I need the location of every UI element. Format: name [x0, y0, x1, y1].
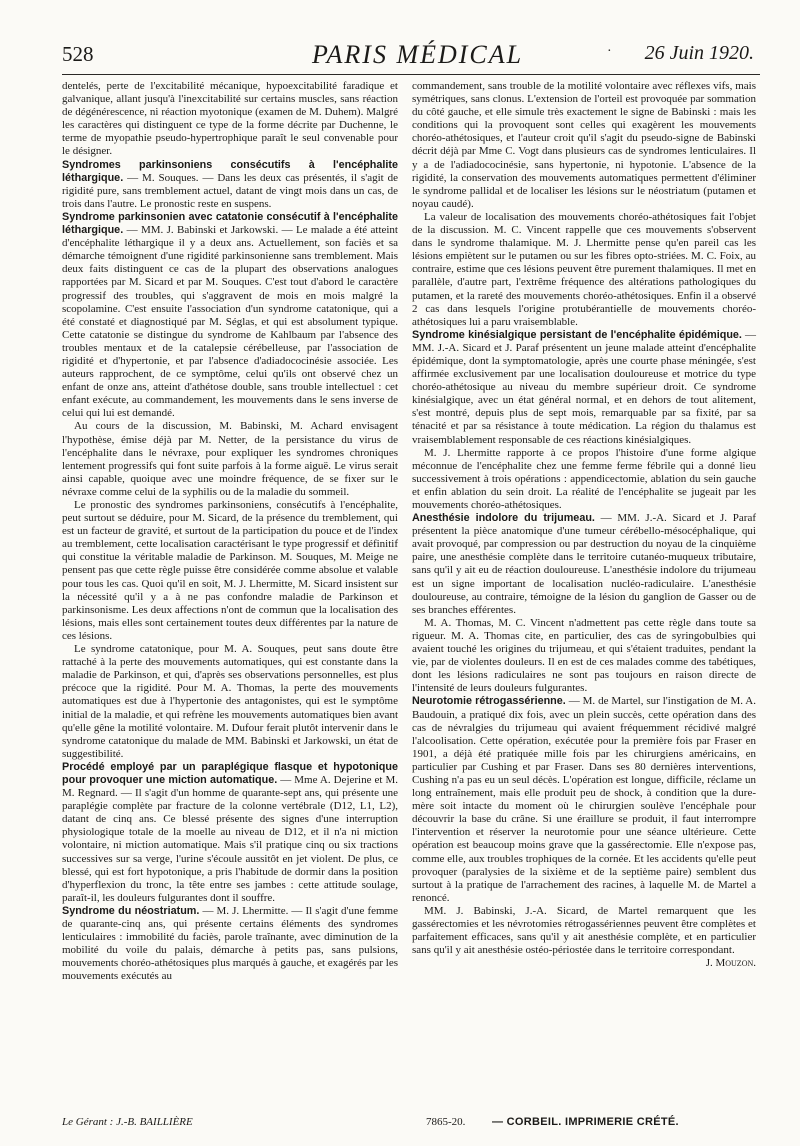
section-heading: Syndromes parkinsoniens consécutifs à l'encéphalite léthargique.: [62, 158, 398, 184]
paragraph-text: — Mme A. Dejerine et M. M. Regnard. — Il s'agit d'un homme de quarante-sept ans, qui présente une paraplégie complète par fracture de la colonne vertébrale (D12, L1, L2), datant de cinq ans. Ce blessé présente des signes d'une interruption physiologique totale de la moelle au niveau de D12, et il n'a ni miction volontaire, ni miction automatique. Mais s'il pratique cinq ou six tractions successives sur sa verge, l'urine s'écoule aussitôt en jet violent. De plus, ce blessé, qui est fort hypotonique, a pris l'habitude de dormir dans la position d'hyperflexion du tronc, la tête entre ses jambes : cette attitude soulage, paraît-il, les douleurs fulgurantes dont il souffre.: [62, 773, 398, 904]
paragraph: [412, 905, 756, 957]
paragraph: [62, 80, 398, 159]
paragraph-text: M. J. Lhermitte rapporte à ce propos l'histoire d'une forme algique méconnue de l'encéphalite chez une femme ferme fébrile qui a donné lieu successivement à trois opérations : appendicectomie, ablation du sein gauche et enfin ablation du sein droit. La réalité de l'encéphalite se jugeait par les mouvements choréo-athétosiques.: [412, 446, 756, 511]
section-heading: Syndrome kinésialgique persistant de l'encéphalite épidémique.: [412, 328, 742, 341]
section-heading: Anesthésie indolore du trijumeau.: [412, 512, 595, 525]
page-number: 528: [62, 42, 94, 66]
paragraph: [412, 512, 756, 617]
issue-date: 26 Juin 1920.: [644, 42, 754, 64]
paragraph-text: MM. J. Babinski, J.-A. Sicard, de Martel remarquent que les gassérectomies et les névrotomies rétrogassériennes peuvent être complètes et parfaitement efficaces, sans qu'il y ait anesthésie complète, et en particulier sans qu'il y ait anesthésie ostéo-périostée dans le territoire correspondant.: [412, 904, 756, 957]
section-heading: Procédé employé par un paraplégique flasque et hypotonique pour provoquer une miction automatique.: [62, 760, 398, 786]
paragraph: [412, 617, 756, 696]
paragraph-text: — MM. J.-A. Sicard et J. Paraf présentent un jeune malade atteint d'encéphalite épidémique, dont la symptomatologie, après une courte phase méningée, s'est affirmée exclusivement par une localisation douloureuse et motrice du type choréo-athétosique au niveau du membre supérieur droit. Ce syndrome kinésialgique, avec un état général normal, et en dehors de tout alitement, s'est montré, depuis plus de sept mois, remarquable par sa fixité, par sa ténacité et par sa résistance à toute médication. La région du thalamus est vraisemblablement responsable de ces réactions kinésialgiques.: [412, 328, 756, 446]
journal-title: PARIS MÉDICAL: [312, 40, 524, 69]
paragraph: [62, 499, 398, 643]
header-rule: [62, 74, 760, 75]
right-column: [412, 80, 756, 970]
section-heading: Syndrome parkinsonien avec catatonie consécutif à l'encéphalite léthargique.: [62, 210, 398, 237]
author-signature: J. Mouzon.: [705, 957, 756, 970]
paragraph-text: commandement, sans trouble de la motilité volontaire avec réflexes vifs, mais symétriques, sans clonus. L'extension de l'orteil est provoquée par sommation du côté gauche, et elle simule très exactement le signe de Babinski : mais les conditions qui la provoquent sont celles qui exagèrent les mouvements choréo-athétosiques, et l'auteur croit qu'il s'agit du pseudo-signe de Babinski décrit déjà par Mme C. Vogt dans plusieurs cas de syndromes lenticulaires. Il y a de l'adiadococinésie, sans hypertonie, ni hypotonie. L'absence de la rigidité, la conservation des mouvements automatiques permettent d'éliminer le syndrome pallidal et de localiser les lésions sur le néostriatum (putamen et noyau caudé).: [412, 80, 756, 210]
header-separator: ·: [607, 44, 612, 59]
paragraph-text: Le pronostic des syndromes parkinsoniens, consécutifs à l'encéphalite, peut surtout se déduire, pour M. Sicard, de la présence du tremblement, qui est un facteur de gravité, et surtout de la participation du pouce et de l'index au tremblement, cette localisation caractérisant le type progressif et définitif qui constitue la véritable maladie de Parkinson. M. Souques, M. Meige ne pensent pas que cette règle puisse être considérée comme absolue et valable pour tous les cas. Quoi qu'il en soit, M. J. Lhermitte, M. Sicard insistent sur la nécessité qu'il y a à ne pas confondre maladie de Parkinson et parkinsonisme. Les deux affections n'ont de commun que la localisation des lésions, mais elles sont certainement toutes deux différentes par la nature de ces lésions.: [62, 499, 398, 642]
left-column: [62, 80, 398, 983]
paragraph: [62, 761, 398, 905]
footer-manager: Le Gérant : J.-B. BAILLIÈRE: [62, 1116, 193, 1128]
page-header: [62, 36, 760, 72]
paragraph: [412, 80, 756, 211]
paragraph-text: — MM. J. Babinski et Jarkowski. — Le malade a été atteint d'encéphalite léthargique il y a deux ans. Actuellement, son faciès et sa démarche témoignent d'une rigidité parkinsonienne sans tremblement. Mais deux faits distinguent ce cas de la plupart des observations analogues rapportées par M. Sicard et par M. Souques. C'est tout d'abord le caractère progressif des troubles, qui s'aggravent de mois en mois malgré la scopolamine. C'est ensuite l'association d'un syndrome catatonique, qui a été constaté et diagnostiqué par M. Séglas, et qui est absolument typique. Cette catatonie se distingue du syndrome de Kahlbaum par l'absence des troubles mentaux et de la catalepsie cérébelleuse, par l'association de rigidité et d'hypertonie, et par l'absence d'adiadococinésie associée. Les auteurs rapprochent, de ce symptôme, celui qu'ils ont observé chez un enfant de onze ans, atteint d'athétose double, sans trouble intellectuel : cet enfant exécute, au commandement, les mouvements dans le sens inverse de celui qui lui est demandé.: [62, 224, 398, 420]
paragraph-text: Au cours de la discussion, M. Babinski, M. Achard envisagent l'hypothèse, émise déjà par M. Netter, de la persistance du virus de l'encéphalite dans le névraxe, pour expliquer les syndromes chroniques lentement progressifs qui font suite parfois à la forme aiguë. Le virus serait ainsi capable, quoique avec une moindre fréquence, de se fixer sur le névraxe comme celui de la syphilis ou de la maladie du sommeil.: [62, 420, 398, 498]
paragraph-text: Le syndrome catatonique, pour M. A. Souques, peut sans doute être rattaché à la perte des mouvements automatiques, qui est constante dans la maladie de Parkinson, et qui, d'après ses observations personnelles, est plus précoce que la rigidité. Pour M. A. Thomas, la perte des mouvements automatiques est due à l'hypertonie des antagonistes, qui est le symptôme initial de la maladie, et qui refrène les mouvements automatiques bien avant qu'elle gêne la motilité volontaire. M. Dufour ferait plutôt intervenir dans le syndrome catatonique du malade de MM. Babinski et Jarkowski, un état de suggestibilité.: [62, 643, 398, 760]
paragraph-text: — M. Souques. — Dans les deux cas présentés, il s'agit de rigidité pure, sans tremblement actuel, datant de vingt mois dans un cas, de trois dans l'autre. Le pronostic reste en suspens.: [62, 171, 398, 210]
paragraph-text: — M. de Martel, sur l'instigation de M. A. Baudouin, a pratiqué dix fois, avec un plein succès, cette opération dans des cas de névralgies du trijumeau qui avaient fréquemment récidivé malgré l'alcoolisation. Cette opération, exécutée pour la première fois par Fraser en 1901, a déjà été pratiquée mille fois par les chirurgiens américains, en particulier par Cushing et par Fraser. Dans ses 80 dernières interventions, Cushing n'a pas eu un seul décès. L'opération est longue, difficile, réclame un long entraînement, mais elle produit peu de shock, à condition que la dure-mère soit intacte du moment où le chirurgien soulève l'encéphale pour découvrir la base du crâne. Si une éraillure se produit, il faut interrompre l'intervention et réserver la neurotomie pour une séance ultérieure. Cette opération est beaucoup moins grave que la gassérectomie. Elle n'expose pas, comme elle, aux troubles trophiques de la cornée. Et les accidents qu'elle peut provoquer (paralysies de la sixième et de la septième paire) semblent dus surtout à la pratique de l'arrachement des racines, à laquelle M. de Martel a renoncé.: [412, 695, 756, 904]
section-heading: Neurotomie rétrogassérienne.: [412, 695, 566, 708]
paragraph-text: — M. J. Lhermitte. — Il s'agit d'une femme de quarante-cinq ans, qui présente certains éléments des syndromes lenticulaires : immobilité du faciès, parole traînante, avec diminution de la mobilité du voile du palais, démarche à petits pas, sans pulsions, mouvements choréo-athétosiques plus marqués à gauche, et exagérés par les mouvements exécutés au: [62, 904, 398, 983]
paragraph-text: M. A. Thomas, M. C. Vincent n'admettent pas cette règle dans toute sa rigueur. M. A. Thomas cite, en particulier, des cas de syringobulbies qui avaient touché les origines du trijumeau, et qui s'étaient traduites, pendant la vie, par de violentes douleurs. Il en est de ces malades comme des tabétiques, dont les lésions radiculaires ne sont pas toujours en raison directe de l'intensité de leurs douleurs fulgurantes.: [412, 616, 756, 695]
paragraph: [62, 159, 398, 211]
paragraph-text: La valeur de localisation des mouvements choréo-athétosiques fait l'objet de la discussion. M. C. Vincent rappelle que ces mouvements s'observent dans le syndrome thalamique. M. J. Lhermitte pense qu'en pareil cas les lésions empiètent sur le putamen ou sur les fibres opto-striées. M. C. Foix, au contraire, estime que ces lésions peuvent être purement thalamiques. Il met en parallèle, d'autre part, l'extrême fréquence des altérations pathologiques du putamen, et la rareté des mouvements choréo-athétosiques. Enfin il a observé 2 cas dans lesquels l'origine protubérantielle de mouvements choréo-athétosiques lui a paru vraisemblable.: [412, 210, 756, 328]
paragraph: [62, 420, 398, 499]
paragraph: [62, 905, 398, 984]
section-heading: Syndrome du néostriatum.: [62, 904, 200, 917]
paragraph: [62, 211, 398, 421]
paragraph: [412, 695, 756, 905]
paragraph: [412, 447, 756, 512]
footer-printer: — CORBEIL. IMPRIMERIE CRÉTÉ.: [492, 1116, 679, 1128]
paragraph: [62, 643, 398, 761]
paragraph-text: dentelés, perte de l'excitabilité mécanique, hypoexcitabilité faradique et galvanique, allant jusqu'à l'inexcitabilité sur certains muscles, sans réaction de dégénérescence, ni réaction myotonique (examen de M. Duhem). Malgré les caractères qui distinguent ce type de la forme décrite par Duchenne, le terme de myopathie pseudo-hypertrophique paraît le seul convenable pour le désigner.: [62, 80, 398, 158]
paragraph: [412, 211, 756, 329]
paragraph: [412, 957, 756, 970]
paragraph-text: — MM. J.-A. Sicard et J. Paraf présentent la pièce anatomique d'une tumeur cérébello-mésocéphalique, qui avait provoqué, par compression ou par destruction du noyau de la cinquième paire, une anesthésie complète dans le territoire cutanéo-muqueux tributaire, sans qu'il y ait eu de réaction douloureuse. L'anesthésie indolore du trijumeau est un signe important de localisation nucléo-radiculaire. L'anesthésie douloureuse, au contraire, témoigne de la lésion du ganglion de Gasser ou de ses branches efférentes.: [412, 512, 756, 616]
footer-number: 7865-20.: [426, 1116, 466, 1128]
paragraph: [412, 329, 756, 447]
